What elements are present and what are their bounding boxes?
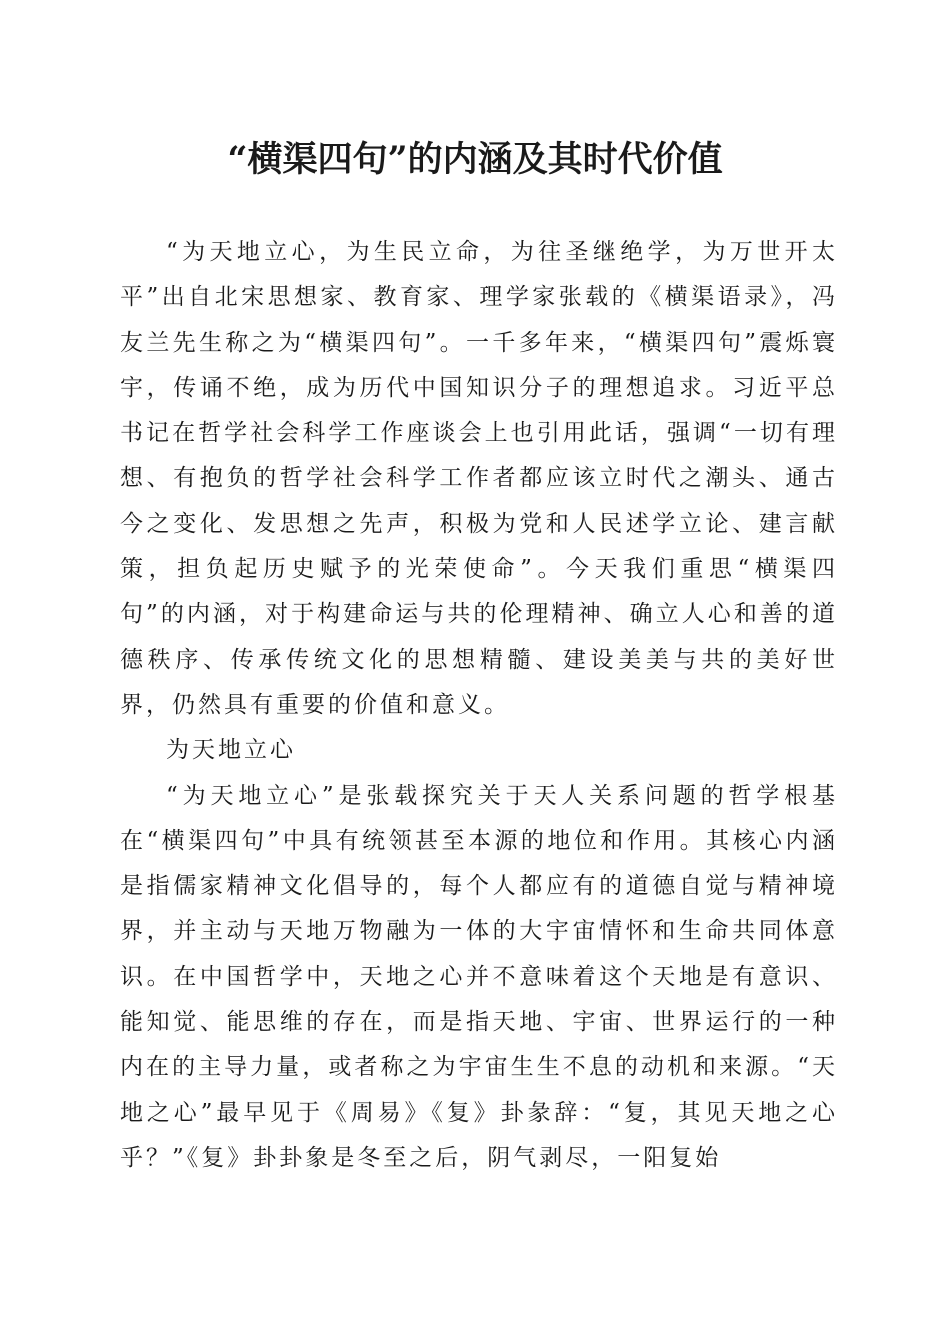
paragraph-section-1: “为天地立心”是张载探究关于天人关系问题的哲学根基在“横渠四句”中具有统领甚至本源的地位和作用。其核心内涵是指儒家精神文化倡导的，每个人都应有的道德自觉与精神境界，并主动与天地万物融为一体的大宇宙情怀和生命共同体意识。在中国哲学中，天地之心并不意味着这个天地是有意识、能知觉、能思维的存在，而是指天地、宇宙、世界运行的一种内在的主导力量，或者称之为宇宙生生不息的动机和来源。“天地之心”最早见于《周易》《复》卦彖辞：“复，其见天地之心乎？”《复》卦卦象是冬至之后，阴气剥尽，一阳复始	[120, 782, 838, 1171]
document-title: “横渠四句”的内涵及其时代价值	[227, 139, 723, 180]
document-body	[120, 230, 838, 1181]
paragraph-intro: “为天地立心，为生民立命，为往圣继绝学，为万世开太平”出自北宋思想家、教育家、理学家张载的《横渠语录》，冯友兰先生称之为“横渠四句”。一千多年来，“横渠四句”震烁寰宇，传诵不绝，成为历代中国知识分子的理想追求。习近平总书记在哲学社会科学工作座谈会上也引用此话，强调“一切有理想、有抱负的哲学社会科学工作者都应该立时代之潮头、通古今之变化、发思想之先声，积极为党和人民述学立论、建言献策，担负起历史赋予的光荣使命”。今天我们重思“横渠四句”的内涵，对于构建命运与共的伦理精神、确立人心和善的道德秩序、传承传统文化的思想精髓、建设美美与共的美好世界，仍然具有重要的价值和意义。	[120, 239, 838, 718]
section-heading: 为天地立心	[166, 737, 296, 764]
